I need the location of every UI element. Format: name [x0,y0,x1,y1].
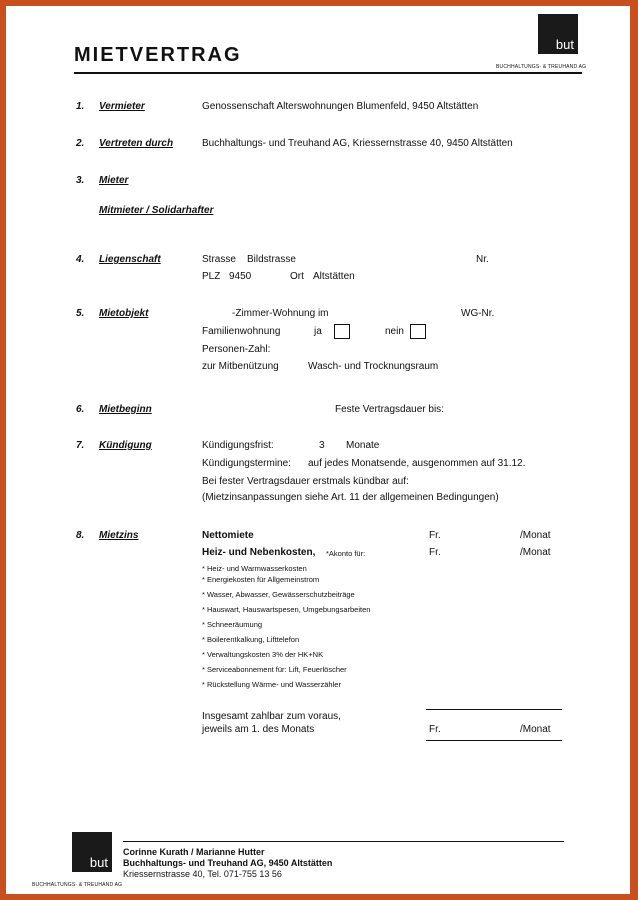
kuendigungstermine-label: Kündigungstermine: [202,458,291,469]
list-item: * Energiekosten für Allgemeinstrom [202,575,320,584]
kuendigungsfrist-unit: Monate [346,440,380,451]
footer-logo [72,832,112,872]
nr-label: Nr. [476,254,489,265]
section-3-label-2: Mitmieter / Solidarhafter [99,205,214,216]
ja-label: ja [314,326,322,337]
section-3-number: 3. [76,175,85,186]
mietzinsanpassungen-line: (Mietzinsanpassungen siehe Art. 11 der allgemeinen Bedingungen) [202,492,499,503]
footer-logo-tagline: BUCHHALTUNGS- & TREUHAND AG [32,882,123,888]
list-item: * Schneeräumung [202,620,263,629]
section-4-number: 4. [76,254,85,265]
strasse-value: Bildstrasse [247,254,296,265]
list-item: * Verwaltungskosten 3% der HK+NK [202,650,324,659]
nebenkosten-monat: /Monat [520,547,551,558]
total-bottom-rule [426,740,562,741]
kuendigungstermine-value: auf jedes Monatsende, ausgenommen auf 31.12. [308,458,526,469]
feste-vertragsdauer-label: Feste Vertragsdauer bis: [335,404,444,415]
nettomiete-label: Nettomiete [202,530,254,541]
section-2-label: Vertreten durch [99,138,174,149]
section-5-number: 5. [76,308,85,319]
list-item: * Serviceabonnement für: Lift, Feuerlöscher [202,665,347,674]
section-2-value: Buchhaltungs- und Treuhand AG, Kriessernstrasse 40, 9450 Altstätten [202,138,513,149]
wasch-trocknungsraum: Wasch- und Trocknungsraum [308,361,439,372]
akonto-label: *Akonto für: [326,549,366,558]
section-3-label: Mieter [99,175,129,186]
footer-rule [123,841,564,842]
kuendigungsfrist-value: 3 [319,440,325,451]
familienwohnung-label: Familienwohnung [202,326,281,337]
company-logo [538,14,578,54]
wg-nr-label: WG-Nr. [461,308,495,319]
ort-label: Ort [290,271,304,282]
section-8-number: 8. [76,530,85,541]
section-7-number: 7. [76,440,85,451]
section-6-number: 6. [76,404,85,415]
footer-logo-text: but [89,855,108,870]
heiz-nebenkosten-label: Heiz- und Nebenkosten, [202,547,316,558]
document-title: MIETVERTRAG [74,44,242,66]
logo-tagline: BUCHHALTUNGS- & TREUHAND AG [496,64,587,70]
section-1-label: Vermieter [99,101,145,112]
total-monat: /Monat [520,724,551,735]
total-line-1: Insgesamt zahlbar zum voraus, [202,711,341,722]
section-2-number: 2. [76,138,85,149]
ort-value: Altstätten [313,271,355,282]
header-rule [74,72,582,74]
list-item: * Hauswart, Hauswartspesen, Umgebungsarbeiten [202,605,371,614]
plz-value: 9450 [229,271,252,282]
section-6-label: Mietbeginn [99,404,152,415]
nein-label: nein [385,326,404,337]
plz-label: PLZ [202,271,221,282]
nein-checkbox[interactable] [410,324,426,339]
total-top-rule [426,709,562,710]
nettomiete-monat: /Monat [520,530,551,541]
footer-names: Corinne Kurath / Marianne Hutter [123,847,265,857]
ja-checkbox[interactable] [334,324,350,339]
section-1-number: 1. [76,101,85,112]
list-item: * Wasser, Abwasser, Gewässerschutzbeiträge [202,590,355,599]
nebenkosten-fr: Fr. [429,547,441,558]
section-5-label: Mietobjekt [99,308,149,319]
list-item: * Rückstellung Wärme- und Wasserzähler [202,680,341,689]
zimmer-wohnung: -Zimmer-Wohnung im [232,308,329,319]
section-7-label: Kündigung [99,440,152,451]
list-item: * Boilerentkalkung, Lifttelefon [202,635,300,644]
list-item: * Heiz- und Warmwasserkosten [202,564,307,573]
footer-company: Buchhaltungs- und Treuhand AG, 9450 Altstätten [123,858,333,868]
logo-text: but [555,37,574,52]
section-8-label: Mietzins [99,530,139,541]
document-page [6,6,630,894]
section-1-value: Genossenschaft Alterswohnungen Blumenfeld, 9450 Altstätten [202,101,479,112]
nettomiete-fr: Fr. [429,530,441,541]
total-fr: Fr. [429,724,441,735]
total-line-2: jeweils am 1. des Monats [202,724,315,735]
section-4-label: Liegenschaft [99,254,161,265]
kuendbar-auf-line: Bei fester Vertragsdauer erstmals kündbar auf: [202,476,409,487]
footer-address: Kriessernstrasse 40, Tel. 071-755 13 56 [123,869,282,879]
personen-zahl-label: Personen-Zahl: [202,344,271,355]
strasse-label: Strasse [202,254,236,265]
mitbenuetzung-label: zur Mitbenützung [202,361,279,372]
kuendigungsfrist-label: Kündigungsfrist: [202,440,274,451]
